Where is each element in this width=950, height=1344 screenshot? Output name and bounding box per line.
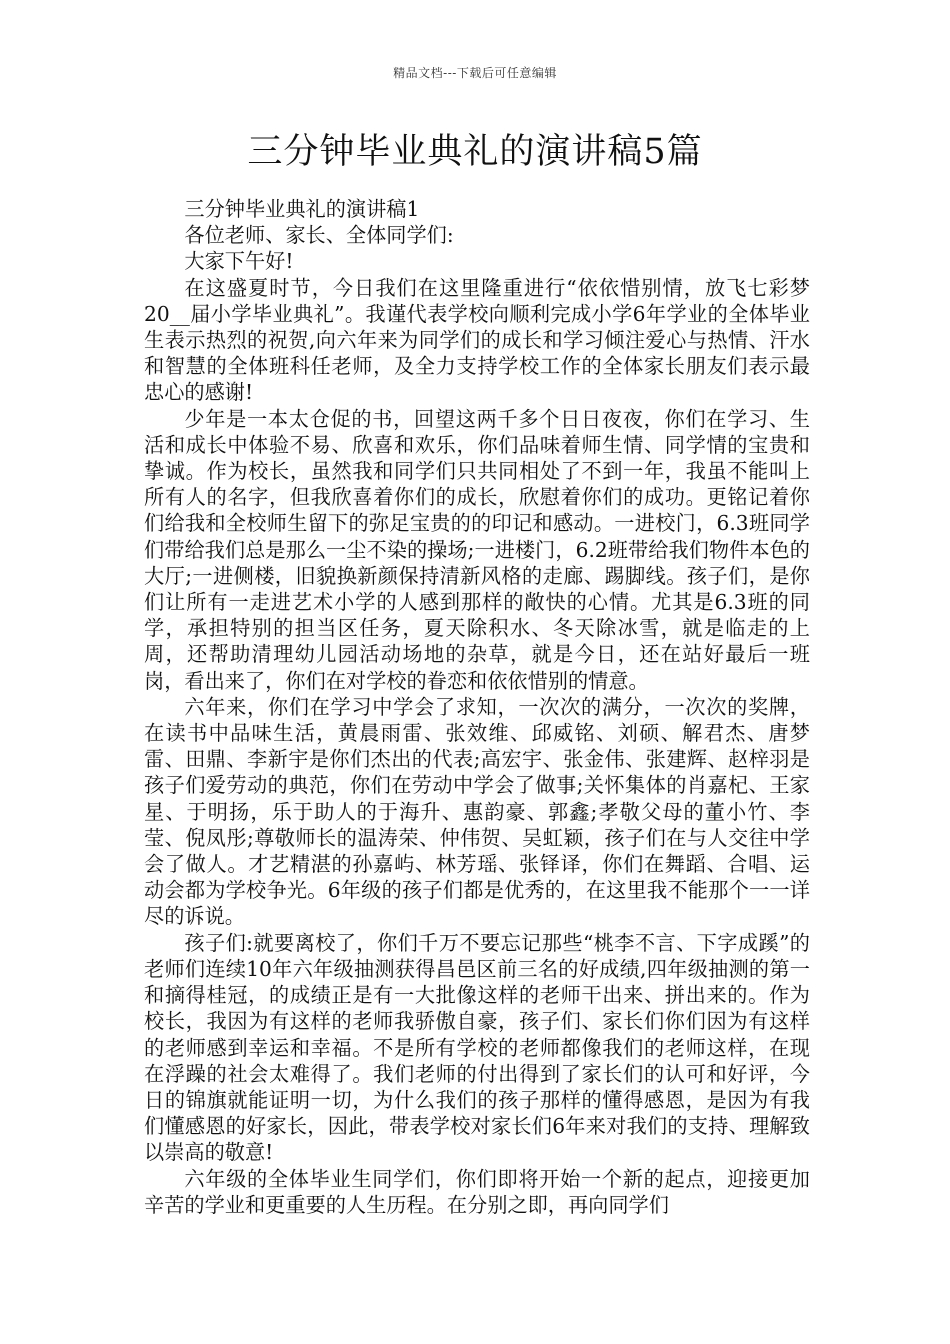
greeting: 大家下午好! [184,249,294,274]
body-paragraph: 在这盛夏时节，今日我们在这里隆重进行“依依惜别情，放飞七彩梦20__届小学毕业典礼”。我谨代表学校向顺利完成小学6年学业的全体毕业生表示热烈的祝贺,向六年来为同学们的成长和学习倾注爱心与热情、汗水和智慧的全体班科任老师，及全力支持学校工作的全体家长朋友们表示最忠心的感谢! [144,275,810,405]
body-paragraph: 孩子们:就要离校了，你们千万不要忘记那些“桃李不言、下字成蹊”的老师们连续10年六年级抽测获得昌邑区前三名的好成绩,四年级抽测的第一和摘得桂冠，的成绩正是有一大批像这样的老师干出来、拼出来的。作为校长，我因为有这样的老师我骄傲自豪，孩子们、家长们你们因为有这样的老师感到幸运和幸福。不是所有学校的老师都像我们的老师这样，在现在浮躁的社会太难得了。我们老师的付出得到了家长们的认可和好评，今日的锦旗就能证明一切，为什么我们的孩子那样的懂得感恩，是因为有我们懂感恩的好家长，因此，带表学校对家长们6年来对我们的支持、理解致以崇高的敬意! [144,930,810,1165]
body-paragraph: 六年级的全体毕业生同学们，你们即将开始一个新的起点，迎接更加辛苦的学业和更重要的人生历程。在分别之即，再向同学们 [144,1166,810,1217]
salutation: 各位老师、家长、全体同学们: [184,223,454,248]
document-body [144,196,810,1218]
body-paragraph: 六年来，你们在学习中学会了求知，一次次的满分，一次次的奖牌，在读书中品味生活，黄晨雨雷、张效维、邱威铭、刘硕、解君杰、唐梦雷、田鼎、李新宇是你们杰出的代表;高宏宇、张金伟、张建辉、赵梓羽是孩子们爱劳动的典范，你们在劳动中学会了做事;关怀集体的肖嘉杞、王家星、于明扬，乐于助人的于海升、惠韵豪、郭鑫;孝敬父母的董小竹、李莹、倪凤彤;尊敬师长的温涛荣、仲伟贺、吴虹颖，孩子们在与人交往中学会了做人。才艺精湛的孙嘉屿、林芳瑶、张铎译，你们在舞蹈、合唱、运动会都为学校争光。6年级的孩子们都是优秀的，在这里我不能那个一一详尽的诉说。 [144,694,810,929]
body-paragraph: 少年是一本太仓促的书，回望这两千多个日日夜夜，你们在学习、生活和成长中体验不易、欣喜和欢乐，你们品味着师生情、同学情的宝贵和挚诚。作为校长，虽然我和同学们只共同相处了不到一年，我虽不能叫上所有人的名字，但我欣喜着你们的成长，欣慰着你们的成功。更铭记着你们给我和全校师生留下的弥足宝贵的的印记和感动。一进校门，6.3班同学们带给我们总是那么一尘不染的操场;一进楼门，6.2班带给我们物件本色的大厅;一进侧楼，旧貌换新颜保持清新风格的走廊、踢脚线。孩子们，是你们让所有一走进艺术小学的人感到那样的敞快的心情。尤其是6.3班的同学，承担特别的担当区任务，夏天除积水、冬天除冰雪，就是临走的上周，还帮助清理幼儿园活动场地的杂草，就是今日，还在站好最后一班岗，看出来了，你们在对学校的眷恋和依依惜别的情意。 [144,406,810,693]
speech-subtitle: 三分钟毕业典礼的演讲稿1 [184,197,420,221]
document-title: 三分钟毕业典礼的演讲稿5篇 [247,132,703,172]
page-header: 精品文档---下载后可任意编辑 [393,66,557,80]
